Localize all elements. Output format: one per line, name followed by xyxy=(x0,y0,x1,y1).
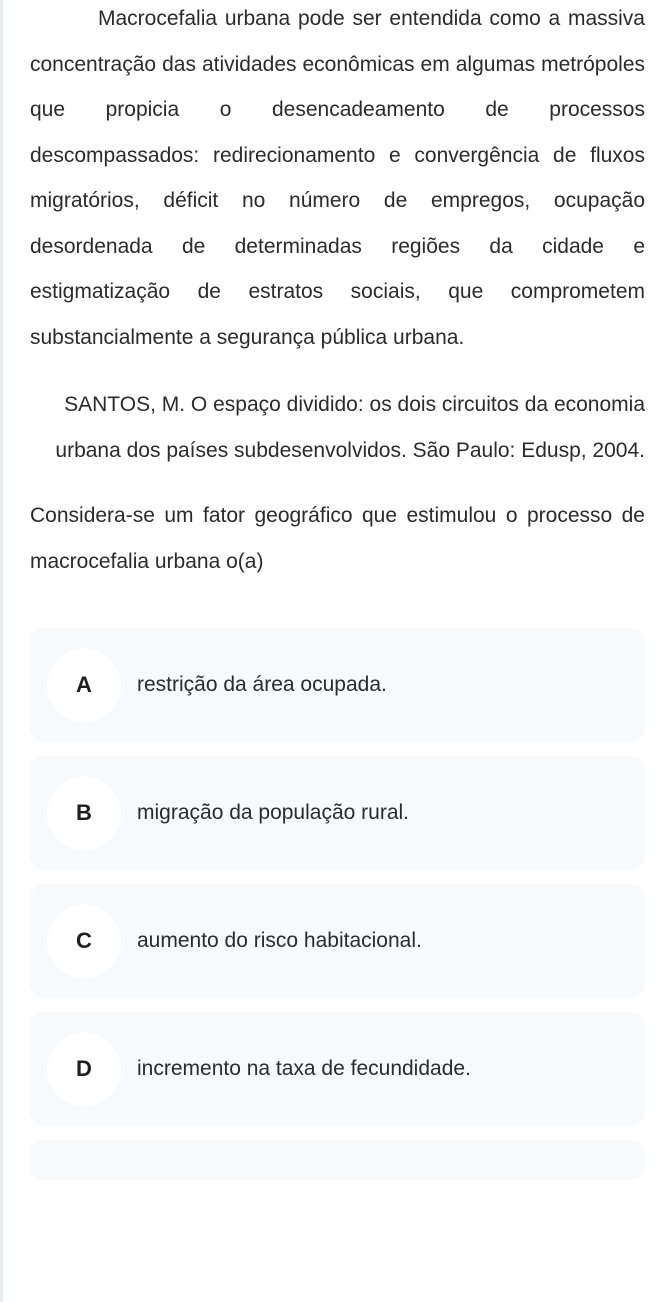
question-content xyxy=(30,0,645,1180)
option-b-text: migração da população rural. xyxy=(137,801,409,824)
citation-text: SANTOS, M. O espaço dividido: os dois circuitos da economia urbana dos países subdesenvolvidos. São Paulo: Edusp, 2004. xyxy=(55,393,645,462)
option-b-letter: B xyxy=(47,776,121,850)
passage-text: Macrocefalia urbana pode ser entendida como a massiva concentração das atividades econômicas em algumas metrópoles que propicia o desencadeamento de processos descompassados: redirecionamento e convergência de fluxos migratórios, déficit no número de empregos, ocupação desordenada de determinadas regiões da cidade e estigmatização de estratos sociais, que comprometem substancialmente a segurança pública urbana. xyxy=(30,7,645,349)
option-a[interactable] xyxy=(30,628,645,742)
option-e-partial[interactable] xyxy=(30,1140,645,1180)
option-c-letter: C xyxy=(47,904,121,978)
left-border-rule xyxy=(0,0,3,1302)
option-c-text: aumento do risco habitacional. xyxy=(137,929,422,952)
option-a-letter: A xyxy=(47,648,121,722)
question-prompt: Considera-se um fator geográfico que estimulou o processo de macrocefalia urbana o(a) xyxy=(30,504,645,573)
option-d[interactable] xyxy=(30,1012,645,1126)
option-d-text: incremento na taxa de fecundidade. xyxy=(137,1057,471,1080)
option-b[interactable] xyxy=(30,756,645,870)
option-c[interactable] xyxy=(30,884,645,998)
option-d-letter: D xyxy=(47,1032,121,1106)
option-a-text: restrição da área ocupada. xyxy=(137,673,387,696)
answer-options xyxy=(30,628,645,1180)
